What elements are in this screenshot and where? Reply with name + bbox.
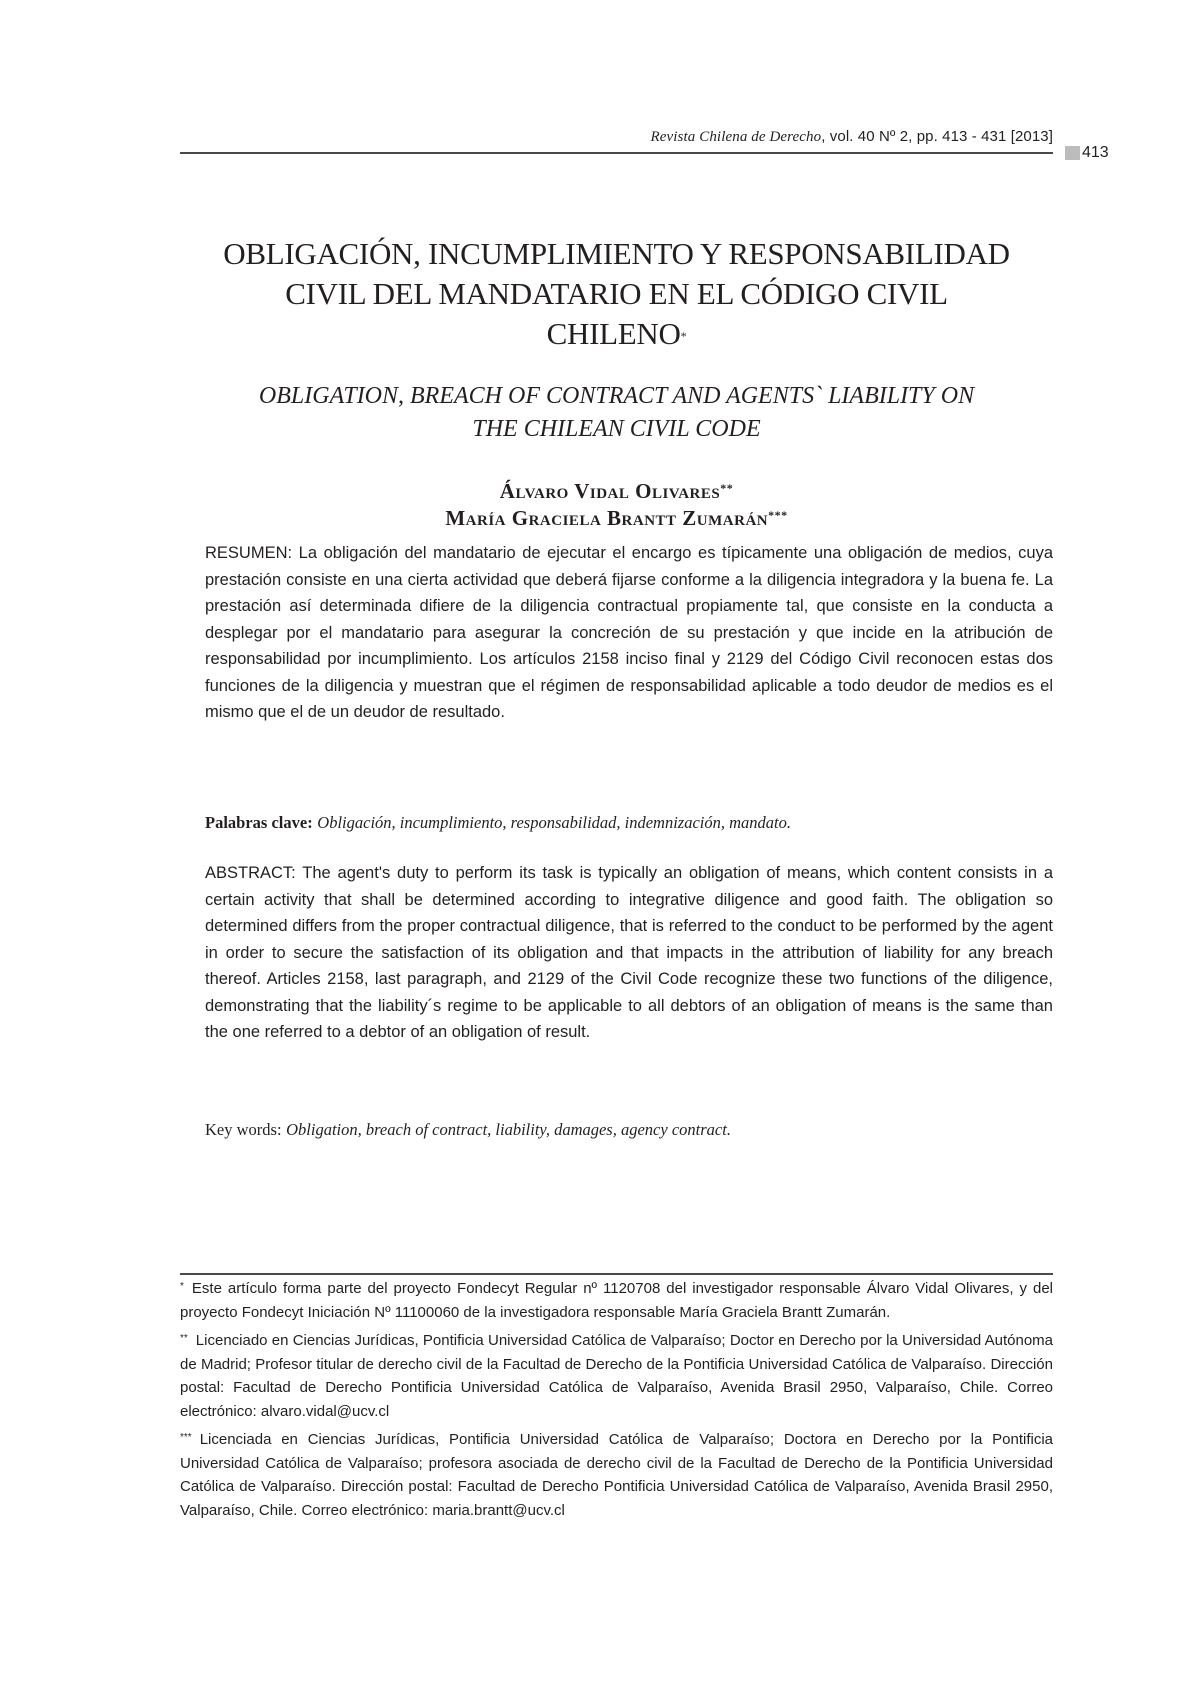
page-number: 413 [1082,144,1109,161]
keywords-es-label: Palabras clave: [205,813,313,832]
authors [180,478,1053,532]
footnotes [180,1277,1053,1527]
footnote-mark: *** [180,1432,192,1443]
title-es-line: CHILENO* [546,316,687,351]
page-marker-square-icon [1065,146,1080,160]
keywords-english [205,1117,1053,1144]
footnote-text: Licenciado en Ciencias Jurídicas, Pontificia Universidad Católica de Valparaíso; Doctor en Derecho por la Universidad Autónoma de Madrid; Profesor titular de derecho civil de la Facultad de Derecho de la Pontificia Universidad Católica de Valparaíso. Dirección postal: Facultad de Derecho Pontificia Universidad Católica de Valparaíso, Avenida Brasil 2950, Valparaíso, Chile. Correo electrónico: alvaro.vidal@ucv.cl [180,1332,1053,1420]
author [180,505,1053,532]
resumen-text: La obligación del mandatario de ejecutar el encargo es típicamente una obligación de medios, cuya prestación consiste en una cierta actividad que deberá fijarse conforme a la diligencia integradora y la buena fe. La prestación así determinada difiere de la diligencia contractual propiamente tal, que consiste en la conducta a desplegar por el mandatario para asegurar la concreción de su prestación y que incide en la atribución de responsabilidad por incumplimiento. Los artículos 2158 inciso final y 2129 del Código Civil reconocen estas dos funciones de la diligencia y muestran que el régimen de responsabilidad aplicable a todo deudor de medios es el mismo que el de un deudor de resultado. [205,544,1053,721]
author-name: María Graciela Brantt Zumarán [445,506,769,530]
footnote [180,1428,1053,1522]
abstract-text: The agent's duty to perform its task is typically an obligation of means, which content consists in a certain activity that shall be determined according to integrative diligence and good faith. The obligation so determined differs from the proper contractual diligence, that is referred to the conduct to be performed by the agent in order to secure the satisfaction of its obligation and that impacts in the attribution of liability for any breach thereof. Articles 2158, last paragraph, and 2129 of the Civil Code recognize these two functions of the diligence, demonstrating that the liability´s regime to be applicable to all debtors of an obligation of means is the same than the one referred to a debtor of an obligation of result. [205,864,1053,1041]
header-rule [180,152,1053,154]
abstract [205,860,1053,1046]
resumen-label: RESUMEN: [205,544,293,562]
keywords-spanish [205,810,1053,837]
footnote-rule [180,1273,1053,1275]
abstract-label: ABSTRACT: [205,864,296,882]
footnote [180,1277,1053,1324]
journal-name: Revista Chilena de Derecho [650,129,822,145]
journal-citation: , vol. 40 Nº 2, pp. 413 - 431 [2013] [821,128,1053,145]
page-marker [1065,144,1109,162]
author-footnote-mark[interactable]: ** [720,481,734,495]
title-en-line: THE CHILEAN CIVIL CODE [472,416,761,442]
author [180,478,1053,505]
footnote-text: Licenciada en Ciencias Jurídicas, Pontificia Universidad Católica de Valparaíso; Doctora en Derecho por la Pontificia Universidad Católica de Valparaíso; profesora asociada de derecho civil de la Facultad de Derecho de la Pontificia Universidad Católica de Valparaíso. Dirección postal: Facultad de Derecho Pontificia Universidad Católica de Valparaíso, Avenida Brasil 2950, Valparaíso, Chile. Correo electrónico: maria.brantt@ucv.cl [180,1431,1053,1519]
author-footnote-mark[interactable]: *** [768,508,788,522]
title-spanish [180,234,1053,354]
title-english [180,380,1053,446]
keywords-en-values: Obligation, breach of contract, liability, damages, agency contract. [286,1120,731,1139]
title-es-line: OBLIGACIÓN, INCUMPLIMIENTO Y RESPONSABILIDAD [223,236,1010,271]
resumen [205,540,1053,726]
running-header [180,128,1053,146]
title-es-line: CIVIL DEL MANDATARIO EN EL CÓDIGO CIVIL [285,276,948,311]
author-name: Álvaro Vidal Olivares [499,479,721,503]
footnote-text: Este artículo forma parte del proyecto Fondecyt Regular nº 1120708 del investigador responsable Álvaro Vidal Olivares, y del proyecto Fondecyt Iniciación Nº 11100060 de la investigadora responsable María Graciela Brantt Zumarán. [180,1280,1053,1321]
footnote [180,1329,1053,1423]
title-en-line: OBLIGATION, BREACH OF CONTRACT AND AGENTS` LIABILITY ON [258,383,975,409]
keywords-es-values: Obligación, incumplimiento, responsabilidad, indemnización, mandato. [317,813,792,832]
footnote-mark: * [180,1281,184,1292]
footnote-mark: ** [180,1333,188,1344]
keywords-en-label: Key words: [205,1120,282,1139]
title-footnote-mark[interactable]: * [680,329,687,343]
